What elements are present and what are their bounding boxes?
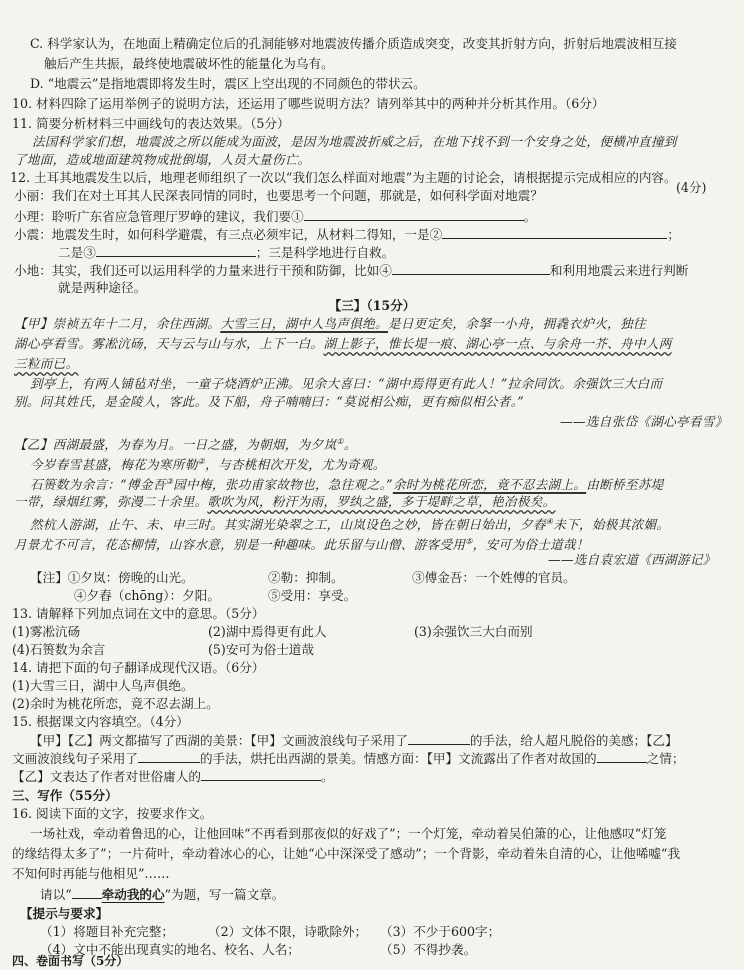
yi-line3 [30,474,664,493]
q13-item-1: (1)雾凇沆砀 [12,624,81,639]
q13-item-5: (5)安可为俗士道哉 [208,642,314,657]
xiaozhen-end: ； [667,227,680,242]
question-13-stem: 13. 请解释下列加点词在文中的意思。（5分） [12,606,265,621]
question-11-quote-line2: 了地面，造成地面建筑物成批倒塌，人员大量伤亡。 [14,152,311,167]
q13-item-3: (3)余强饮三大白而别 [414,624,533,639]
yi-line3d: 由断桥至苏堤 [586,477,664,493]
jia-line1b-underlined: 大雪三日，湖中人鸟声俱绝。 [220,316,388,331]
question-12-xiaoli: 小丽：我们在对土耳其人民深表同情的同时，也要思考一个问题，那就是，如何科学面对地震？ [14,188,543,203]
q15-line3a: 【乙】文表达了作者对世俗庸人的 [12,769,201,784]
q15-line2 [12,750,684,767]
answer-blank-5[interactable] [408,732,470,745]
yi-line3b: 园中梅，张功甫家故物也，急往观之。” [173,477,393,493]
question-12-xiaozhen [14,226,680,243]
writing-material-line3: 不知何时再能与他相见”…… [12,866,170,881]
requirement-1: （1）将题目补充完整； [40,924,174,939]
xiaoli2-text: 小理：聆听广东省应急管理厅罗峥的建议，我们要① [14,209,304,224]
question-16-stem: 16. 阅读下面的文字，按要求作文。 [12,806,213,821]
question-14-stem: 14. 请把下面的句子翻译成现代汉语。（6分） [12,660,265,675]
yi-line3c-underlined: 余时为桃花所恋，竟不忍去湖上。 [392,477,587,493]
q15-line3b: 。 [320,769,334,784]
note-mark-1: ① [336,437,344,446]
jia-line2a: 湖心亭看雪。雾凇沆砀，天与云与山与水，上下一白。 [14,336,324,351]
question-12-stem: 12. 土耳其地震发生以后，地理老师组织了一次以“我们怎么样面对地震”为主题的讨论会，请根据提示完成相应的内容。 [10,170,677,185]
jia-line3-wavy: 三粒而已。 [14,356,79,371]
section-3-title: 【三】（15分） [328,298,416,313]
writing-material-line2: 的缘结得太多了”；一片荷叶，牵动着冰心的心，让她“心中深深受了感动”；一个背影，牵动着朱自清的心，让他唏嘘“我 [12,846,681,861]
note-mark-5: ⑤ [465,537,473,546]
q14-item-1: (1)大雪三日，湖中人鸟声俱绝。 [12,678,194,693]
q15-line1a: 【甲】【乙】两文都描写了西湖的美景：【甲】文画波浪线句子采用了 [30,733,408,748]
question-15-stem: 15. 根据课文内容填空。（4分） [12,714,189,729]
note-mark-4: ④ [545,517,554,526]
note-5: ⑤受用：享受。 [268,588,357,603]
q15-line2b: 的手法，烘托出西湖的景美。情感方面：【甲】文流露出了作者对故国的 [199,751,597,766]
answer-blank-8[interactable] [201,768,321,781]
jia-line2 [14,336,672,352]
q9-option-c-line2: 触后产生共振，最终使地震破坏性的能量化为乌有。 [44,56,334,71]
yi-line2a: 今岁春雪甚盛，梅花为寒所勒 [30,457,198,473]
prompt-close: ”为题，写一篇文章。 [164,887,285,902]
q9-option-d: D. “地震云”是指地震即将发生时，震区上空出现的不同颜色的带状云。 [30,76,426,91]
title-blank[interactable] [72,886,102,899]
question-11-quote-line1: 法国科学家们想，地震波之所以能成为面波，是因为地震波折威之后，在地下找不到一个安身之处，便横冲直撞到 [32,134,677,149]
q15-line2a: 文画波浪线句子采用了 [12,751,138,766]
yi-line1 [14,434,357,453]
question-12-xiaoli2 [14,208,536,225]
yi-line4 [14,494,556,510]
note-3: ③傅金吾：一个姓傅的官员。 [412,570,576,585]
yi-line2b: ，与杏桃相次开发，尤为奇观。 [205,457,386,473]
requirement-5: （5）不得抄袭。 [380,942,477,957]
question-10: 10. 材料四除了运用举例子的说明方法，还运用了哪些说明方法？请列举其中的两种并分析其作用。（6分） [12,96,605,111]
answer-blank-6[interactable] [138,750,200,763]
jia-line5: 别。问其姓氏，是金陵人，客此。及下船，舟子喃喃曰：“莫说相公痴，更有痴似相公者。” [14,394,525,409]
yi-source: ——选自袁宏道《西湖游记》 [548,552,716,567]
answer-blank-1[interactable] [304,208,524,221]
jia-line3 [14,356,78,372]
jia-line1c: 是日更定矣，余拏一小舟，拥毳衣炉火，独往 [387,316,646,331]
yi-line3a: 石篑数为余言：“傅金吾 [30,477,166,493]
answer-blank-2[interactable] [442,226,667,239]
jia-line1 [14,316,646,332]
requirements-title: 【提示与要求】 [20,906,109,921]
q15-line1b: 的手法，给人超凡脱俗的美感；【乙】 [469,733,678,748]
writing-prompt [40,886,284,903]
prompt-title: 牵动我的心 [101,887,165,902]
xiaozhen2-end: ；三是科学地进行自救。 [255,245,395,260]
requirement-3: （3）不少于600字； [380,924,501,939]
prompt-open: 请以“ [40,887,72,902]
q9-option-c-line1: C. 科学家认为，在地面上精确定位后的孔洞能够对地震波传播介质造成突变，改变其折射方向，折射后地震波相互接 [30,36,677,51]
section-4-title: 四、卷面书写（5分） [12,954,129,968]
answer-blank-7[interactable] [597,750,647,763]
jia-line1a: 【甲】崇祯五年十二月，余住西湖。 [14,316,221,331]
jia-source: ——选自张岱《湖心亭看雪》 [560,414,728,429]
q14-item-2: (2)余时为桃花所恋，竟不忍去湖上。 [12,696,219,711]
jia-line2b-wavy: 湖上影子，惟长堤一痕、湖心亭一点、与余舟一芥、舟中人两 [323,336,672,351]
yi-line4b-wavy: 歌吹为风，粉汗为雨，罗纨之盛，多于堤畔之草，艳冶极矣。 [207,494,556,509]
yi-line5 [30,514,669,533]
question-11-stem: 11. 简要分析材料三中画线句的表达效果。（5分） [12,116,290,131]
q13-item-2: (2)湖中焉得更有此人 [208,624,327,639]
xiaozhen-text: 小震：地震发生时，如何科学避震，有三点必须牢记，从材料二得知，一是② [14,227,443,242]
xiaoli2-end: 。 [523,209,537,224]
yi-line4a: 一带，绿烟红雾，弥漫二十余里。 [14,494,208,509]
xiaodi-end: 和利用地震云来进行判断 [549,263,689,278]
notes-label: 【注】 [30,570,68,585]
yi-line6 [14,534,589,553]
yi-line1-end: 。 [343,437,357,453]
note-mark-3: ③ [165,477,174,486]
q15-line2c: 之情； [646,751,685,766]
writing-material-line1: 一场社戏，牵动着鲁迅的心，让他回味“不再看到那夜似的好戏了”；一个灯笼，牵动着吴伯箫的心，让他感叹“灯笼 [30,826,667,841]
section-writing-title: 三、写作（55分） [12,788,118,803]
yi-line5a: 然杭人游湖，止午、未、申三时。其实湖光染翠之工，山岚设色之妙，皆在朝日始出，夕舂 [30,517,546,533]
q15-line3 [12,768,334,785]
xiaodi-text: 小地：其实，我们还可以运用科学的力量来进行干预和防御，比如④ [14,263,392,278]
question-12-xiaodi [14,262,688,279]
note-2: ②勒：抑制。 [268,570,344,585]
question-12-score: (4分) [676,180,707,195]
question-12-xiaozhen2 [58,244,394,261]
q13-item-4: (4)石篑数为余言 [12,642,106,657]
requirement-2: （2）文体不限，诗歌除外； [208,924,368,939]
yi-line5b: 未下，始极其浓媚。 [553,517,670,533]
answer-blank-4[interactable] [392,262,550,275]
yi-line6a: 月景尤不可言，花态柳情，山容水意，别是一种趣味。此乐留与山僧、游客受用 [14,537,466,553]
notes-row1 [30,570,194,586]
jia-line4: 到亭上，有两人铺毡对坐，一童子烧酒炉正沸。见余大喜曰：“湖中焉得更有此人！”拉余同饮。余强饮三大白而 [30,376,663,391]
note-4: ④夕舂（chōng）：夕阳。 [74,588,220,603]
xiaozhen2-text: 二是③ [58,245,96,260]
yi-line1-text: 【乙】西湖最盛，为春为月。一日之盛，为朝烟，为夕岚 [14,437,337,453]
yi-line6b: ，安可为俗士道哉！ [472,537,589,553]
answer-blank-3[interactable] [96,244,256,257]
requirement-4: （4）文中不能出现真实的地名、校名、人名； [40,942,300,957]
note-1: ①夕岚：傍晚的山光。 [67,570,194,585]
yi-line2 [30,454,386,473]
q15-line1 [30,732,678,749]
note-mark-2: ② [197,457,206,466]
question-12-xiaodi2: 就是两种途径。 [58,280,147,295]
